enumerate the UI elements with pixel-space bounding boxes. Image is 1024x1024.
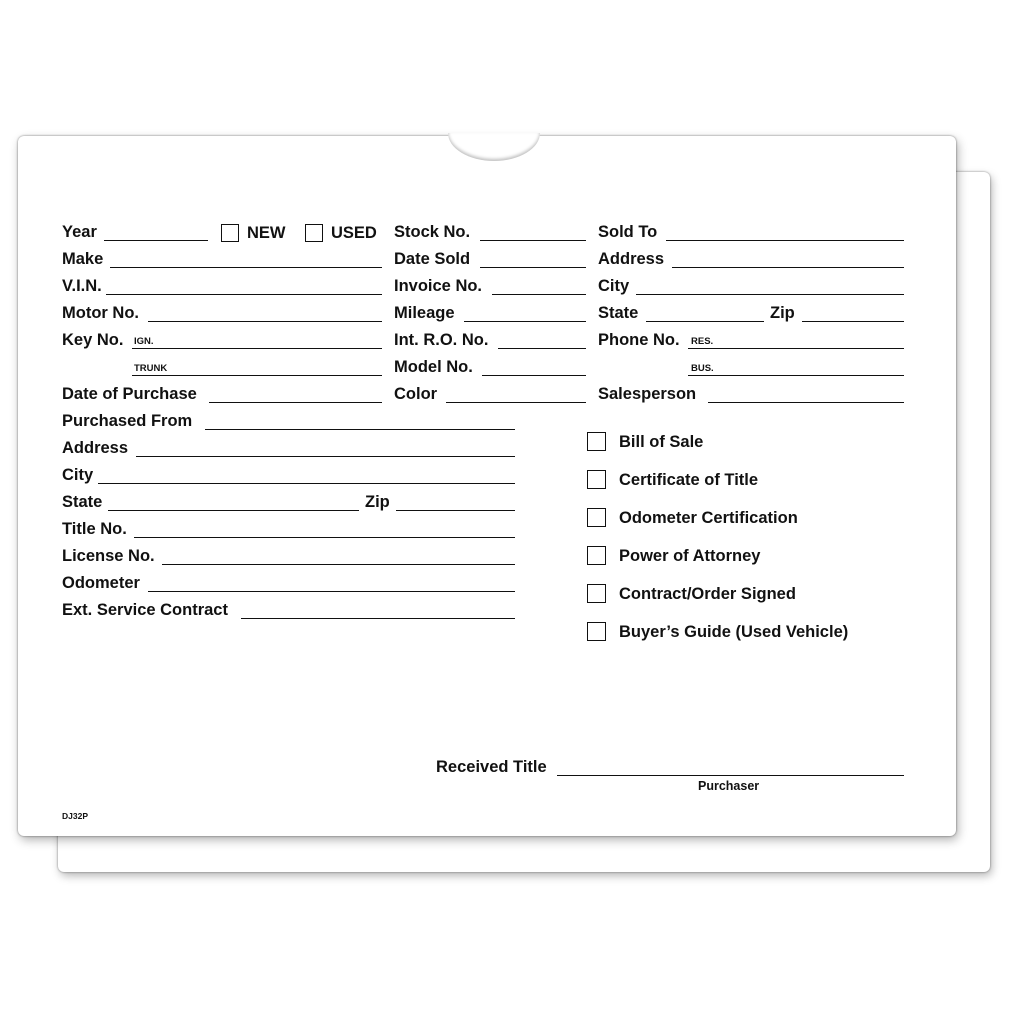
- buyer-zip-label: Zip: [770, 304, 795, 322]
- date-sold-label: Date Sold: [394, 250, 471, 268]
- sold-to-line[interactable]: [666, 240, 904, 241]
- bus-label: BUS.: [691, 363, 714, 374]
- year-label: Year: [62, 223, 97, 241]
- checklist-item: Bill of Sale: [619, 433, 704, 451]
- trunk-label: TRUNK: [134, 363, 168, 374]
- buyer-state-line[interactable]: [646, 321, 764, 322]
- model-no-line[interactable]: [482, 375, 586, 376]
- odometer-certification-checkbox[interactable]: [587, 508, 606, 527]
- city-line[interactable]: [98, 483, 515, 484]
- buyer-state-label: State: [598, 304, 639, 322]
- city-label: City: [62, 466, 94, 484]
- odometer-line[interactable]: [148, 591, 515, 592]
- buyers-guide-checkbox[interactable]: [587, 622, 606, 641]
- stock-no-line[interactable]: [480, 240, 586, 241]
- received-title-label: Received Title: [436, 758, 547, 776]
- mileage-line[interactable]: [464, 321, 586, 322]
- ext-service-contract-line[interactable]: [241, 618, 515, 619]
- license-no-label: License No.: [62, 547, 155, 565]
- key-ign-line[interactable]: [132, 348, 382, 349]
- buyer-address-line[interactable]: [672, 267, 904, 268]
- purchased-from-label: Purchased From: [62, 412, 193, 430]
- date-sold-line[interactable]: [480, 267, 586, 268]
- int-ro-no-line[interactable]: [498, 348, 586, 349]
- used-checkbox[interactable]: [305, 224, 323, 242]
- state-label: State: [62, 493, 103, 511]
- res-label: RES.: [691, 336, 714, 347]
- make-line[interactable]: [110, 267, 382, 268]
- buyer-address-label: Address: [598, 250, 665, 268]
- mileage-label: Mileage: [394, 304, 455, 322]
- certificate-of-title-checkbox[interactable]: [587, 470, 606, 489]
- ign-label: IGN.: [134, 336, 154, 347]
- ext-service-contract-label: Ext. Service Contract: [62, 601, 228, 619]
- power-of-attorney-checkbox[interactable]: [587, 546, 606, 565]
- phone-no-label: Phone No.: [598, 331, 680, 349]
- address-line[interactable]: [136, 456, 515, 457]
- new-label: NEW: [247, 224, 286, 242]
- checklist-item: Power of Attorney: [619, 547, 761, 565]
- used-label: USED: [331, 224, 377, 242]
- checklist-item: Buyer’s Guide (Used Vehicle): [619, 623, 849, 641]
- invoice-no-line[interactable]: [492, 294, 586, 295]
- address-label: Address: [62, 439, 129, 457]
- purchaser-caption: Purchaser: [698, 779, 760, 793]
- odometer-label: Odometer: [62, 574, 140, 592]
- title-no-line[interactable]: [134, 537, 515, 538]
- buyer-zip-line[interactable]: [802, 321, 904, 322]
- year-line[interactable]: [104, 240, 208, 241]
- color-label: Color: [394, 385, 438, 403]
- buyer-city-label: City: [598, 277, 630, 295]
- zip-line[interactable]: [396, 510, 515, 511]
- stock-no-label: Stock No.: [394, 223, 471, 241]
- salesperson-label: Salesperson: [598, 385, 697, 403]
- bill-of-sale-checkbox[interactable]: [587, 432, 606, 451]
- thumb-notch: [448, 133, 540, 161]
- title-no-label: Title No.: [62, 520, 127, 538]
- vin-line[interactable]: [106, 294, 382, 295]
- contract-order-signed-checkbox[interactable]: [587, 584, 606, 603]
- make-label: Make: [62, 250, 104, 268]
- buyer-city-line[interactable]: [636, 294, 904, 295]
- new-checkbox[interactable]: [221, 224, 239, 242]
- color-line[interactable]: [446, 402, 586, 403]
- key-trunk-line[interactable]: [132, 375, 382, 376]
- invoice-no-label: Invoice No.: [394, 277, 483, 295]
- salesperson-line[interactable]: [708, 402, 904, 403]
- checklist-item: Certificate of Title: [619, 471, 759, 489]
- int-ro-no-label: Int. R.O. No.: [394, 331, 489, 349]
- phone-bus-line[interactable]: [688, 375, 904, 376]
- zip-label: Zip: [365, 493, 390, 511]
- motor-no-line[interactable]: [148, 321, 382, 322]
- date-of-purchase-label: Date of Purchase: [62, 385, 197, 403]
- form-code: DJ32P: [62, 811, 88, 821]
- deal-jacket-front: [18, 136, 956, 836]
- state-line[interactable]: [108, 510, 359, 511]
- key-no-label: Key No.: [62, 331, 124, 349]
- model-no-label: Model No.: [394, 358, 473, 376]
- vin-label: V.I.N.: [62, 277, 102, 295]
- date-of-purchase-line[interactable]: [209, 402, 382, 403]
- checklist-item: Odometer Certification: [619, 509, 798, 527]
- motor-no-label: Motor No.: [62, 304, 139, 322]
- license-no-line[interactable]: [162, 564, 515, 565]
- checklist-item: Contract/Order Signed: [619, 585, 796, 603]
- received-title-signature-line[interactable]: [557, 775, 904, 776]
- sold-to-label: Sold To: [598, 223, 658, 241]
- phone-res-line[interactable]: [688, 348, 904, 349]
- purchased-from-line[interactable]: [205, 429, 515, 430]
